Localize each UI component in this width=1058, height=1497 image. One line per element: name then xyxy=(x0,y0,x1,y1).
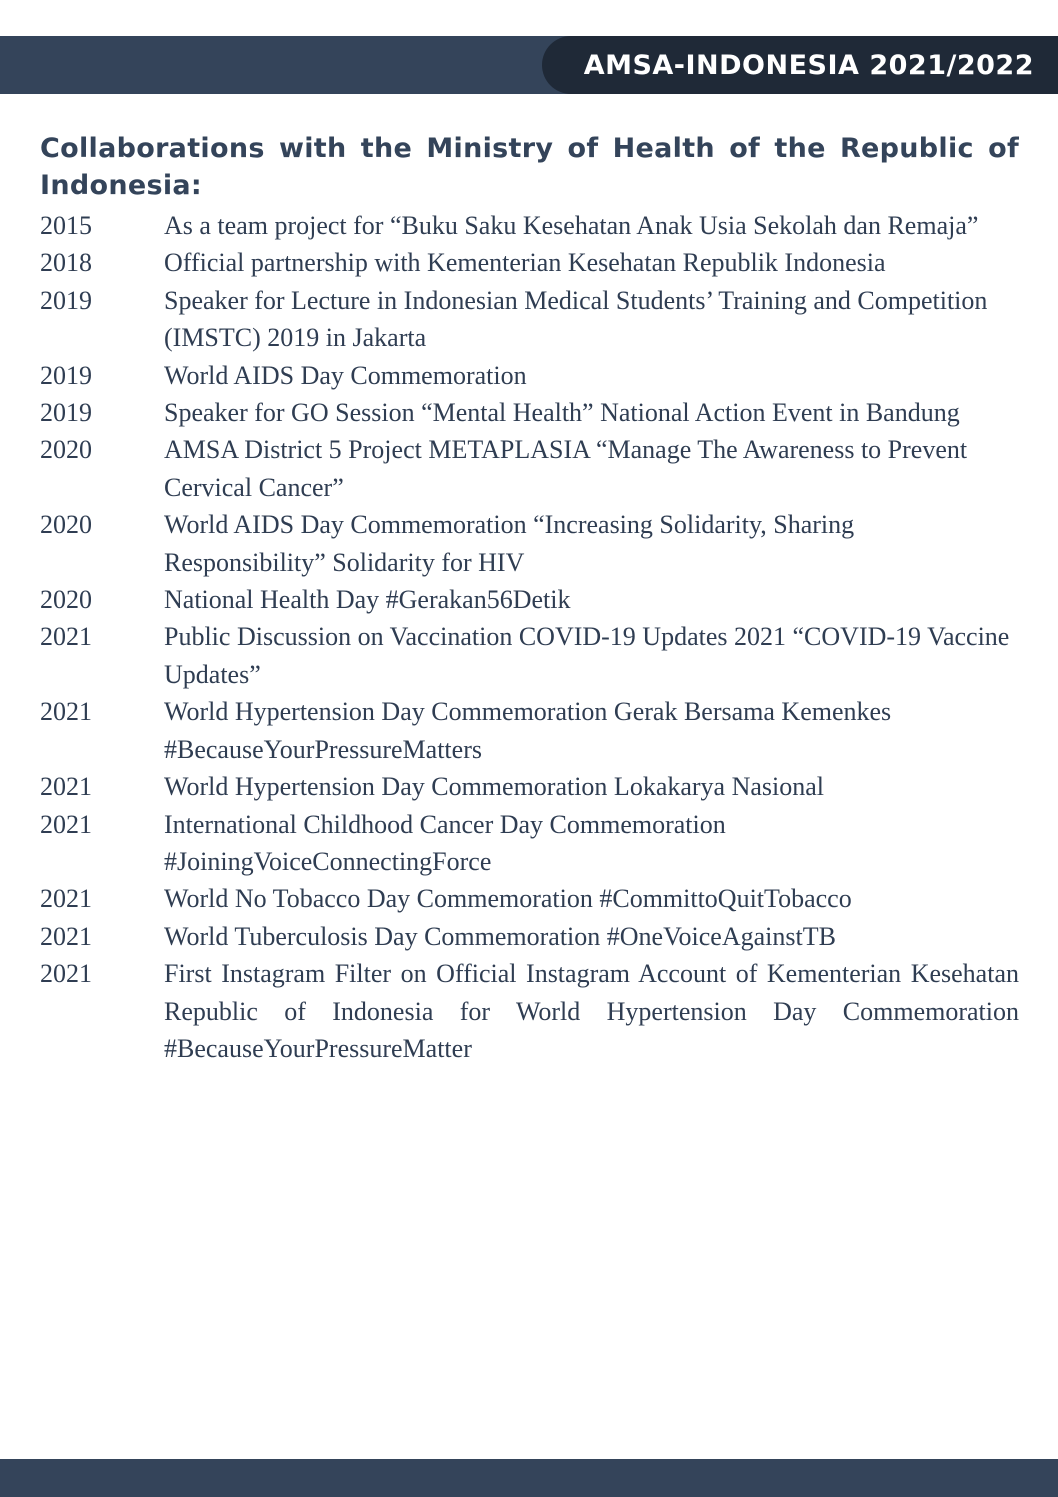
entry-text: AMSA District 5 Project METAPLASIA “Manage The Awareness to Prevent Cervical Cancer” xyxy=(164,435,968,502)
entry-year: 2019 xyxy=(40,398,92,428)
list-item xyxy=(40,918,1019,955)
entry-year: 2019 xyxy=(40,360,92,390)
entry-text: World No Tobacco Day Commemoration #CommittoQuitTobacco xyxy=(164,884,852,914)
entry-text: Public Discussion on Vaccination COVID-19 Updates 2021 “COVID-19 Vaccine Updates” xyxy=(164,622,1010,689)
entry-year: 2021 xyxy=(40,622,92,652)
entry-year: 2021 xyxy=(40,921,92,951)
list-item xyxy=(40,431,1019,506)
header-title: AMSA-INDONESIA 2021/2022 xyxy=(583,50,1034,81)
entry-year: 2018 xyxy=(40,248,92,278)
list-item xyxy=(40,581,1019,618)
entry-text: World Hypertension Day Commemoration Gerak Bersama Kemenkes #BecauseYourPressureMatters xyxy=(164,697,892,764)
entry-year: 2021 xyxy=(40,697,92,727)
list-item xyxy=(40,618,1019,693)
entry-year: 2019 xyxy=(40,285,92,315)
footer-band xyxy=(0,1459,1058,1497)
entry-year: 2020 xyxy=(40,510,92,540)
list-item xyxy=(40,880,1019,917)
list-item xyxy=(40,282,1019,357)
entry-year: 2020 xyxy=(40,435,92,465)
entry-year: 2021 xyxy=(40,959,92,989)
document-content xyxy=(40,130,1019,1067)
entry-text: World Hypertension Day Commemoration Lokakarya Nasional xyxy=(164,772,825,802)
list-item xyxy=(40,357,1019,394)
entry-text: Speaker for Lecture in Indonesian Medical Students’ Training and Competition (IMSTC) 2019 in Jakarta xyxy=(164,285,988,353)
entry-text: First Instagram Filter on Official Instagram Account of Kementerian Kesehatan Republic of Indonesia for World Hypertension Day Commemoration #BecauseYourPressureMatter xyxy=(164,959,1019,1063)
entry-text: World AIDS Day Commemoration “Increasing Solidarity, Sharing Responsibility” Solidarity for HIV xyxy=(164,510,855,577)
section-title: Collaborations with the Ministry of Health of the Republic of Indonesia: xyxy=(40,133,1019,201)
entry-year: 2021 xyxy=(40,772,92,802)
entry-year: 2021 xyxy=(40,884,92,914)
list-item xyxy=(40,693,1019,768)
list-item xyxy=(40,394,1019,431)
entry-text: As a team project for “Buku Saku Kesehatan Anak Usia Sekolah dan Remaja” xyxy=(164,211,979,240)
entry-text: National Health Day #Gerakan56Detik xyxy=(164,585,571,615)
list-item xyxy=(40,506,1019,581)
list-item xyxy=(40,244,1019,281)
entry-year: 2015 xyxy=(40,211,92,240)
entry-year: 2021 xyxy=(40,809,92,839)
entry-text: Speaker for GO Session “Mental Health” National Action Event in Bandung xyxy=(164,398,960,428)
list-item xyxy=(40,955,1019,1067)
entry-text: Official partnership with Kementerian Kesehatan Republik Indonesia xyxy=(164,248,886,278)
entry-text: International Childhood Cancer Day Commemoration #JoiningVoiceConnectingForce xyxy=(164,809,726,876)
list-item xyxy=(40,207,1019,244)
entry-year: 2020 xyxy=(40,585,92,615)
entry-text: World AIDS Day Commemoration xyxy=(164,360,527,390)
entry-text: World Tuberculosis Day Commemoration #OneVoiceAgainstTB xyxy=(164,921,836,951)
collaboration-list xyxy=(40,207,1019,1067)
list-item xyxy=(40,806,1019,881)
list-item xyxy=(40,768,1019,805)
